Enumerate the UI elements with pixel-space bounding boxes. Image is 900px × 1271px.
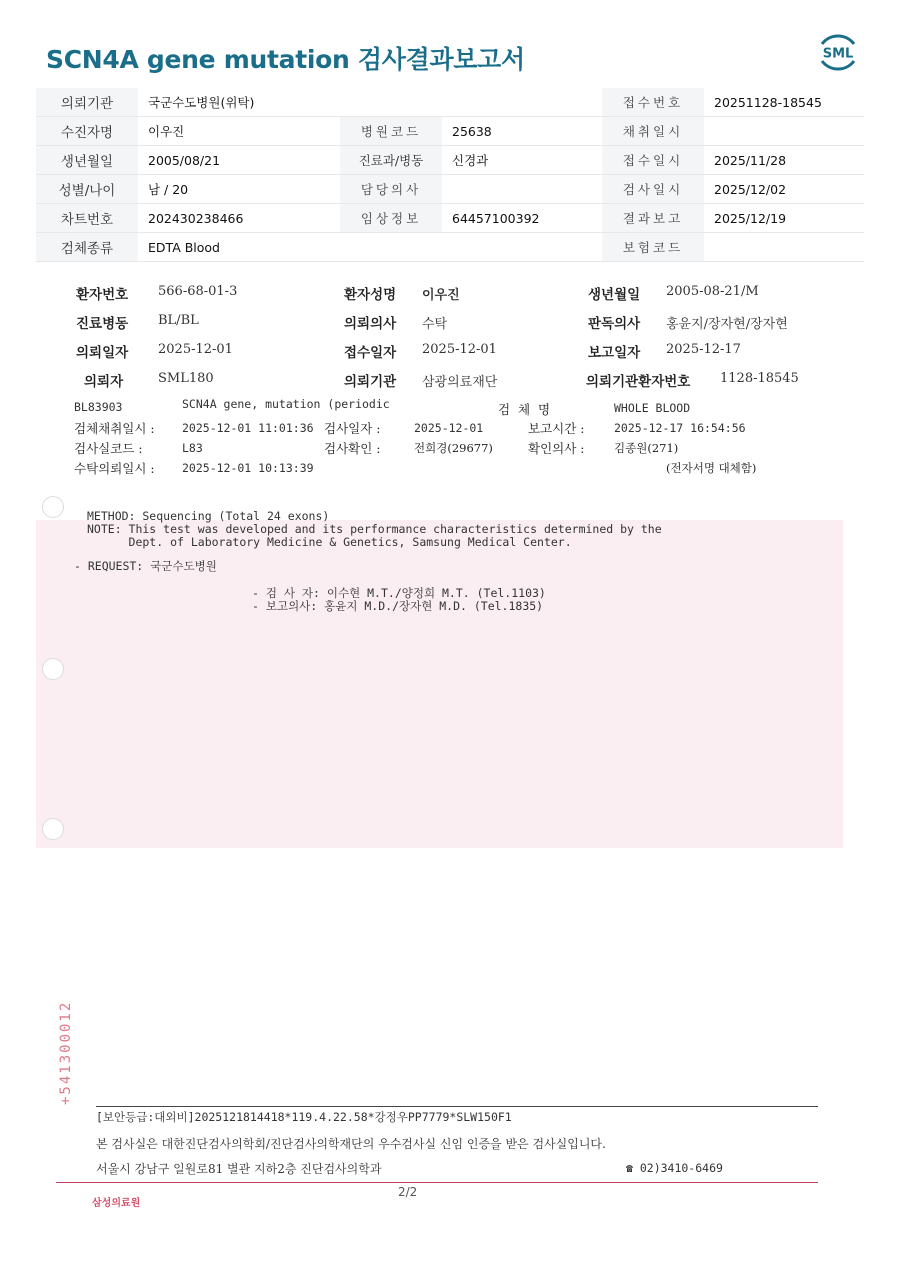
confirm-value: 전희경(29677) <box>414 441 493 455</box>
consign-value: 2025-12-01 10:13:39 <box>182 461 314 475</box>
institution-value: 삼광의료재단 <box>422 375 498 390</box>
requester-value: SML180 <box>158 371 214 386</box>
e-signature-note: (전자서명 대체함) <box>666 461 757 475</box>
hospital-logo-text: 삼성의료원 <box>92 1198 141 1209</box>
confirm-label: 검사확인 : <box>324 441 381 456</box>
request-date-label: 의뢰일자 <box>76 345 129 361</box>
info-value: 20251128-18545 <box>704 88 864 117</box>
punch-hole <box>42 818 64 840</box>
info-value <box>704 117 864 146</box>
lab-code-value: L83 <box>182 441 203 455</box>
info-value: 2025/11/28 <box>704 146 864 175</box>
footer-divider <box>96 1106 818 1107</box>
patient-name: 이우진 <box>422 288 460 303</box>
dob-value: 2005-08-21/M <box>666 284 759 299</box>
sml-logo <box>814 28 862 76</box>
info-value: 이우진 <box>138 117 340 146</box>
request-date: 2025-12-01 <box>158 342 233 357</box>
info-value: 남 / 20 <box>138 175 340 204</box>
page-number: 2/2 <box>398 1185 418 1199</box>
info-label: 생년월일 <box>36 146 138 175</box>
info-value: 25638 <box>442 117 602 146</box>
patient-no-label: 환자번호 <box>76 287 129 303</box>
info-row <box>36 204 864 233</box>
consign-label: 수탁의뢰일시 : <box>74 461 155 476</box>
certification-text: 본 검사실은 대한진단검사의학회/진단검사의학재단의 우수검사실 신임 인증을 받은 검사실입니다. <box>96 1137 606 1151</box>
logo-text: SML <box>822 46 854 62</box>
side-serial-number: +541300012 <box>58 1000 74 1105</box>
test-name: SCN4A gene, mutation (periodic <box>182 397 390 411</box>
report-title: SCN4A gene mutation 검사결과보고서 <box>46 45 525 74</box>
info-row <box>36 146 864 175</box>
collect-label: 검체채취일시 : <box>74 421 155 436</box>
footer-bottom-line <box>56 1182 818 1183</box>
dob-label: 생년월일 <box>588 287 641 303</box>
patient-no: 566-68-01-3 <box>158 284 238 299</box>
specimen-value: WHOLE BLOOD <box>614 401 691 415</box>
reader-label: 판독의사 <box>588 316 641 332</box>
note-line: NOTE: This test was developed and its performance characteristics determined by the <box>87 522 662 536</box>
phone-text: ☎ 02)3410-6469 <box>626 1161 723 1175</box>
doctor-label: 의뢰의사 <box>344 316 397 332</box>
reader-value: 홍윤지/장자현/장자현 <box>666 317 788 332</box>
punch-hole <box>42 496 64 518</box>
info-label: 접수번호 <box>602 88 704 117</box>
report-time-value: 2025-12-17 16:54:56 <box>614 421 746 435</box>
ward-label: 진료병동 <box>76 316 129 332</box>
report-date: 2025-12-17 <box>666 342 741 357</box>
info-value: 2025/12/02 <box>704 175 864 204</box>
doctor-value: 수탁 <box>422 317 448 332</box>
info-value: 국군수도병원(위탁) <box>138 88 602 117</box>
info-label: 성별/나이 <box>36 175 138 204</box>
request-line: - REQUEST: 국군수도병원 <box>74 559 217 573</box>
info-label: 차트번호 <box>36 204 138 233</box>
patient-name-label: 환자성명 <box>344 287 397 303</box>
collect-value: 2025-12-01 11:01:36 <box>182 421 314 435</box>
info-label: 검사일시 <box>602 175 704 204</box>
info-label: 진료과/병동 <box>340 146 442 175</box>
info-label: 병원코드 <box>340 117 442 146</box>
confirm-doctor-label: 확인의사 : <box>528 441 585 456</box>
info-value: EDTA Blood <box>138 233 602 262</box>
info-value: 202430238466 <box>138 204 340 233</box>
info-label: 채취일시 <box>602 117 704 146</box>
info-value: 64457100392 <box>442 204 602 233</box>
receipt-date: 2025-12-01 <box>422 342 497 357</box>
patient-info-table <box>36 88 864 262</box>
info-label: 임상정보 <box>340 204 442 233</box>
note-line: Dept. of Laboratory Medicine & Genetics, Samsung Medical Center. <box>87 535 572 549</box>
institution-patient-no-label: 의뢰기관환자번호 <box>586 374 691 390</box>
info-label: 검체종류 <box>36 233 138 262</box>
report-date-label: 보고일자 <box>588 345 641 361</box>
punch-hole <box>42 658 64 680</box>
requester-label: 의뢰자 <box>84 374 124 390</box>
lab-code-label: 검사실코드 : <box>74 441 143 456</box>
info-row <box>36 88 864 117</box>
ward-value: BL/BL <box>158 313 199 328</box>
report-time-label: 보고시간 : <box>528 421 585 436</box>
institution-label: 의뢰기관 <box>344 374 397 390</box>
info-value: 2005/08/21 <box>138 146 340 175</box>
info-label: 결과보고 <box>602 204 704 233</box>
reporter-line: - 보고의사: 홍윤지 M.D./장자현 M.D. (Tel.1835) <box>252 599 544 613</box>
test-date-value: 2025-12-01 <box>414 421 484 435</box>
confirm-doctor-value: 김종원(271) <box>614 441 679 455</box>
test-code: BL83903 <box>74 400 123 414</box>
info-value <box>704 233 864 262</box>
info-value <box>442 175 602 204</box>
receipt-date-label: 접수일자 <box>344 345 397 361</box>
tester-line: - 검 사 자: 이수현 M.T./양정희 M.T. (Tel.1103) <box>252 586 546 600</box>
method-line: METHOD: Sequencing (Total 24 exons) <box>87 509 330 523</box>
security-line: [보안등급:대외비]2025121814418*119.4.22.58*강정우PP7779*SLW150F1 <box>96 1110 512 1124</box>
info-label: 의뢰기관 <box>36 88 138 117</box>
info-row <box>36 233 864 262</box>
info-row <box>36 117 864 146</box>
test-date-label: 검사일자 : <box>324 421 381 436</box>
info-label: 담당의사 <box>340 175 442 204</box>
specimen-label: 검 체 명 <box>498 402 551 417</box>
institution-patient-no: 1128-18545 <box>720 371 799 386</box>
info-value: 2025/12/19 <box>704 204 864 233</box>
info-label: 수진자명 <box>36 117 138 146</box>
info-label: 보험코드 <box>602 233 704 262</box>
info-row <box>36 175 864 204</box>
info-label: 접수일시 <box>602 146 704 175</box>
info-value: 신경과 <box>442 146 602 175</box>
address-text: 서울시 강남구 일원로81 별관 지하2층 진단검사의학과 <box>96 1162 382 1176</box>
